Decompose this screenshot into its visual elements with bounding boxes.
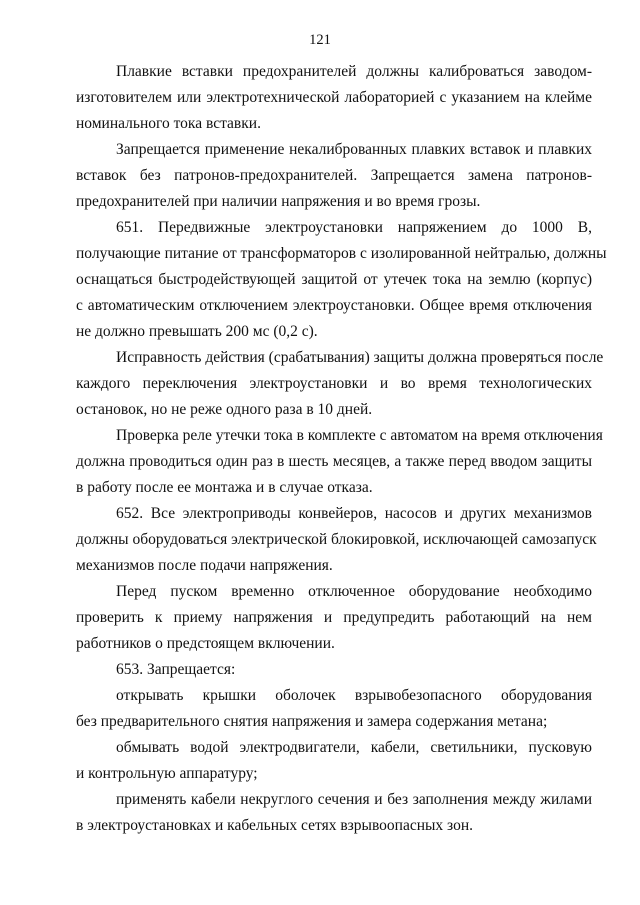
text-line: Перед пуском временно отключенное оборудование необходимо <box>116 583 592 600</box>
text-line: 651. Передвижные электроустановки напряжением до 1000 В, <box>116 219 592 236</box>
page-number: 121 <box>309 32 331 48</box>
text-line: изготовителем или электротехнической лабораторией с указанием на клейме <box>76 89 592 106</box>
text-line: применять кабели некруглого сечения и без заполнения между жилами <box>116 791 592 808</box>
text-line: должна проводиться один раз в шесть месяцев, а также перед вводом защиты <box>76 453 592 470</box>
text-line: каждого переключения электроустановки и во время технологических <box>76 375 592 392</box>
text-line: номинального тока вставки. <box>76 115 261 132</box>
text-line: работников о предстоящем включении. <box>76 635 335 652</box>
text-line: Исправность действия (срабатывания) защиты должна проверяться после <box>116 349 604 366</box>
text-line: с автоматическим отключением электроустановки. Общее время отключения <box>76 297 592 314</box>
text-line: без предварительного снятия напряжения и замера содержания метана; <box>76 713 548 730</box>
text-line: Запрещается применение некалиброванных плавких вставок и плавких <box>116 141 592 158</box>
text-line: должны оборудоваться электрической блокировкой, исключающей самозапуск <box>76 531 597 548</box>
text-line: остановок, но не реже одного раза в 10 дней. <box>76 401 373 418</box>
text-line: и контрольную аппаратуру; <box>76 765 258 782</box>
text-line: проверить к приему напряжения и предупредить работающий на нем <box>76 609 592 626</box>
text-line: обмывать водой электродвигатели, кабели, светильники, пусковую <box>116 739 592 756</box>
text-line: оснащаться быстродействующей защитой от утечек тока на землю (корпус) <box>76 271 592 288</box>
text-line: в работу после ее монтажа и в случае отказа. <box>76 479 373 496</box>
text-line: Плавкие вставки предохранителей должны калиброваться заводом- <box>116 63 592 80</box>
text-line: 652. Все электроприводы конвейеров, насосов и других механизмов <box>116 505 592 522</box>
text-line: механизмов после подачи напряжения. <box>76 557 333 574</box>
text-line: предохранителей при наличии напряжения и во время грозы. <box>76 193 481 210</box>
text-line: в электроустановках и кабельных сетях взрывоопасных зон. <box>76 817 473 834</box>
text-line: получающие питание от трансформаторов с изолированной нейтралью, должны <box>76 245 607 262</box>
text-line: Проверка реле утечки тока в комплекте с автоматом на время отключения <box>116 427 603 444</box>
text-line: не должно превышать 200 мс (0,2 с). <box>76 323 318 340</box>
text-line: вставок без патронов-предохранителей. Запрещается замена патронов- <box>76 167 592 184</box>
text-line: 653. Запрещается: <box>116 661 236 678</box>
text-line: открывать крышки оболочек взрывобезопасного оборудования <box>116 687 592 704</box>
